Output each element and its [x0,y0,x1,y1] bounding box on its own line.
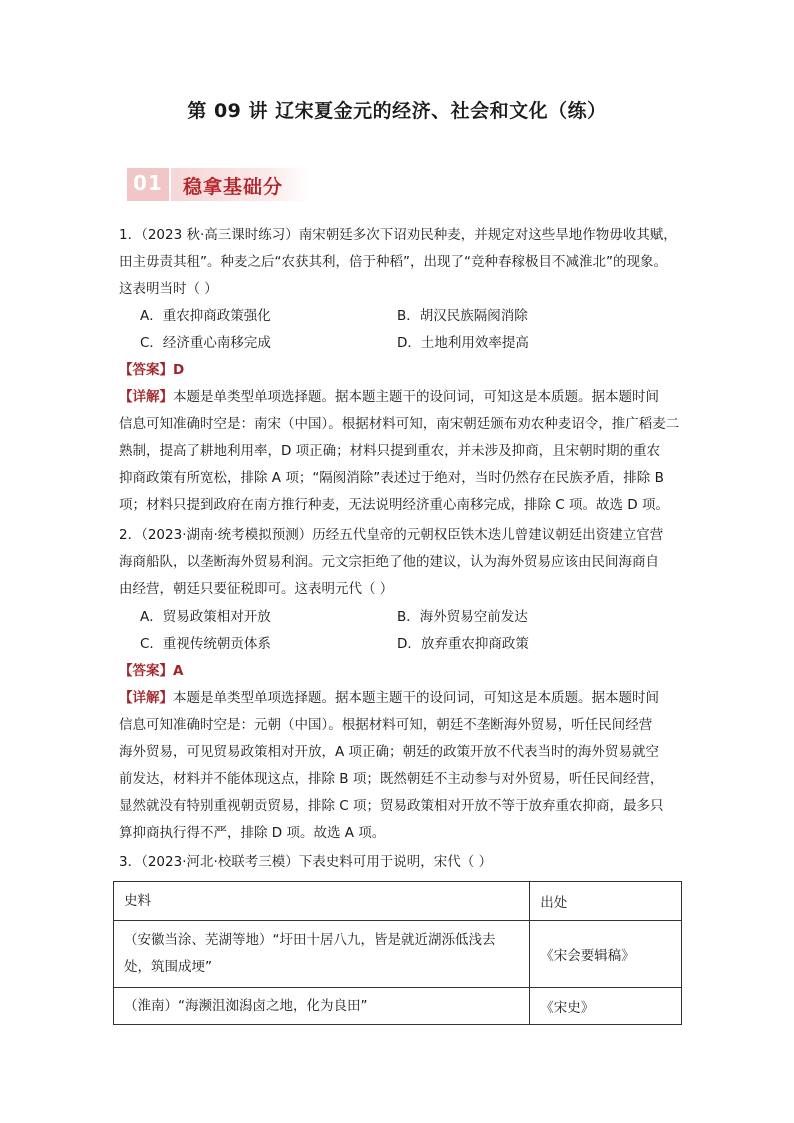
question-stem-line: 这表明当时（ ） [119,281,218,297]
option-a: A．贸易政策相对开放 [140,609,271,625]
section-number: 01 [133,171,163,195]
answer-value: A [173,663,184,679]
question-stem-line: 3．（2023·河北·校联考三模）下表史料可用于说明，宋代（ ） [119,854,493,870]
answer-tag: 【答案】 [119,663,173,679]
option-c: C．重视传统朝贡体系 [140,636,271,652]
section-banner [127,168,309,201]
page-title: 第 09 讲 辽宋夏金元的经济、社会和文化（练） [187,100,607,122]
table-cell-text: （安徽当涂、芜湖等地）“圩田十居八九，皆是就近湖泺低浅去处，筑围成埂” [114,921,530,988]
question-1-stem [119,222,689,303]
section-number-box [127,168,169,201]
detail-line: 信息可知准确时空是：元朝（中国）。根据材料可知，朝廷不垄断海外贸易，听任民间经营 [119,717,653,733]
table-cell-source: 《宋史》 [530,988,682,1025]
detail-line: 算抑商执行得不严，排除 D 项。故选 A 项。 [119,825,386,841]
question-2-stem [119,522,689,603]
section-label-box [171,168,309,201]
table-cell-text: （淮南）“海濒沮洳潟卤之地，化为良田” [114,988,530,1025]
question-stem-line: 1．（2023 秋·高三课时练习）南宋朝廷多次下诏劝民种麦，并规定对这些旱地作物毋收其赋， [119,227,677,243]
option-d: D．土地利用效率提高 [397,335,529,351]
table-header-row [114,882,682,921]
table-header-cell: 史料 [114,882,530,921]
detail-tag: 【详解】 [119,389,173,405]
table-header-cell: 出处 [530,882,682,921]
question-stem-line: 由经营，朝廷只要征税即可。这表明元代（ ） [119,581,394,597]
question-stem-line: 海商船队，以垄断海外贸易利润。元文宗拒绝了他的建议，认为海外贸易应该由民间海商自 [119,554,659,570]
option-c: C．经济重心南移完成 [140,335,271,351]
answer-value: D [173,362,185,378]
question-stem-line: 2．（2023·湖南·统考模拟预测）历经五代皇帝的元朝权臣铁木迭儿曾建议朝廷出资建立官营 [119,527,664,543]
detail-line: 信息可知准确时空是：南宋（中国）。根据材料可知，南宋朝廷颁布劝农种麦诏令，推广稻麦二 [119,416,680,432]
answer-tag: 【答案】 [119,362,173,378]
detail-line: 前发达，材料并不能体现这点，排除 B 项；既然朝廷不主动参与对外贸易，听任民间经营， [119,771,664,787]
detail-line: 项；材料只提到政府在南方推行种麦，无法说明经济重心南移完成，排除 C 项。故选 D 项。 [119,497,669,513]
option-a: A．重农抑商政策强化 [140,308,271,324]
question-2-detail [119,685,687,847]
option-d: D．放弃重农抑商政策 [397,636,529,652]
section-label: 稳拿基础分 [183,176,284,198]
option-b: B．胡汉民族隔阂消除 [397,308,528,324]
question-stem-line: 田主毋责其租”。种麦之后“农获其利，倍于种稻”，出现了“竞种春稼极目不减淮北”的现象。 [119,254,667,270]
detail-tag: 【详解】 [119,690,173,706]
question-2-answer [119,658,689,685]
option-b: B．海外贸易空前发达 [397,609,528,625]
table-row [114,921,682,988]
source-table [113,881,682,1025]
detail-line: 海外贸易，可见贸易政策相对开放，A 项正确；朝廷的政策开放不代表当时的海外贸易就空 [119,744,660,760]
detail-line: 显然就没有特别重视朝贡贸易，排除 C 项；贸易政策相对开放不等于放弃重农抑商，最多只 [119,798,664,814]
detail-line: 本题是单类型单项选择题。据本题主题干的设问词，可知这是本质题。据本题时间 [173,690,659,706]
table-row [114,988,682,1025]
question-1-answer [119,357,689,384]
detail-line: 熟制，提高了耕地利用率，D 项正确；材料只提到重农，并未涉及抑商，且宋朝时期的重农 [119,443,661,459]
table-cell-source: 《宋会要辑稿》 [530,921,682,988]
question-3-stem [119,849,689,876]
detail-line: 抑商政策有所宽松，排除 A 项；“隔阂消除”表述过于绝对，当时仍然存在民族矛盾，排除 B [119,470,664,486]
question-1-detail [119,384,687,519]
detail-line: 本题是单类型单项选择题。据本题主题干的设问词，可知这是本质题。据本题时间 [173,389,659,405]
